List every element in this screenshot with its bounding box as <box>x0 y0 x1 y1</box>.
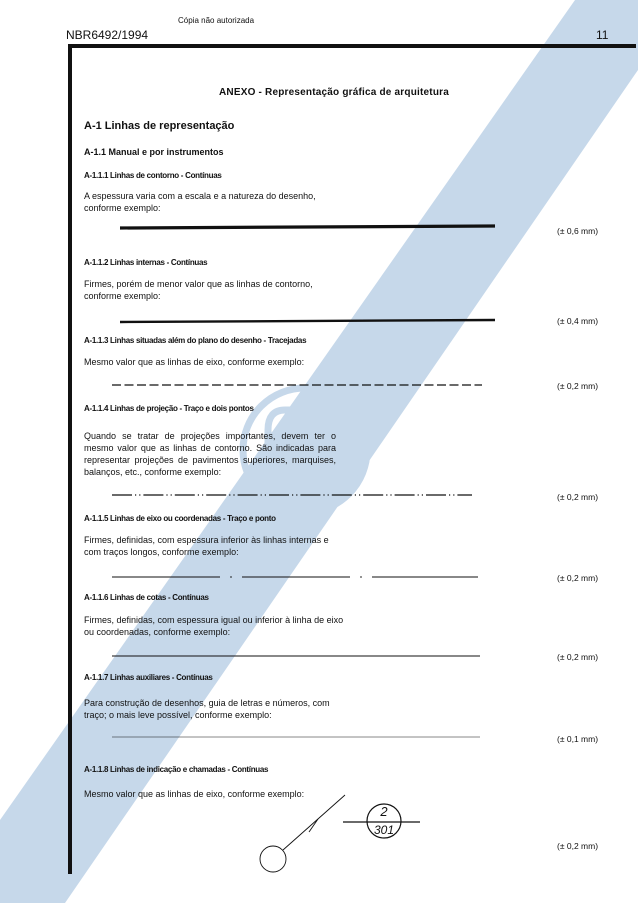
item-measure-projecao: (± 0,2 mm) <box>557 492 599 502</box>
page-number: 11 <box>596 28 609 42</box>
item-measure-contorno: (± 0,6 mm) <box>557 226 599 236</box>
example-internal-line <box>120 320 495 322</box>
item-heading-tracejadas: A-1.1.3 Linhas situadas além do plano do desenho - Tracejadas <box>84 336 307 345</box>
item-text-projecao: Quando se tratar de projeções importantes, devem ter o mesmo valor que as linhas de contorno. São indicadas para representar projeções de pavimentos superiores, marquises, balanços, etc., conforme exemplo: <box>84 431 336 477</box>
leader-end-circle <box>260 846 286 872</box>
item-heading-eixo: A-1.1.5 Linhas de eixo ou coordenadas - Traço e ponto <box>84 514 276 523</box>
example-contour-line <box>120 226 495 228</box>
item-measure-auxiliares: (± 0,1 mm) <box>557 734 599 744</box>
callout-bottom-number: 301 <box>373 823 395 837</box>
callout-top-number: 2 <box>380 804 388 819</box>
item-text-eixo: Firmes, definidas, com espessura inferior às linhas internas e com traços longos, conforme exemplo: <box>84 535 329 557</box>
leader-line <box>283 795 345 850</box>
item-text-contorno: A espessura varia com a escala e a natureza do desenho, conforme exemplo: <box>84 191 316 213</box>
item-heading-auxiliares: A-1.1.7 Linhas auxiliares - Contínuas <box>84 673 213 682</box>
annex-title: ANEXO - Representação gráfica de arquitetura <box>219 87 449 98</box>
item-measure-tracejadas: (± 0,2 mm) <box>557 381 599 391</box>
item-text-cotas: Firmes, definidas, com espessura igual ou inferior à linha de eixo ou coordenadas, conforme exemplo: <box>84 615 344 637</box>
item-heading-projecao: A-1.1.4 Linhas de projeção - Traço e dois pontos <box>84 404 254 413</box>
item-measure-indicacao: (± 0,2 mm) <box>557 841 599 851</box>
standard-code: NBR6492/1994 <box>66 28 149 42</box>
item-heading-contorno: A-1.1.1 Linhas de contorno - Contínuas <box>84 171 222 180</box>
item-text-internas: Firmes, porém de menor valor que as linhas de contorno, conforme exemplo: <box>84 279 313 301</box>
section-heading: A-1 Linhas de representação <box>84 120 235 132</box>
item-text-tracejadas: Mesmo valor que as linhas de eixo, conforme exemplo: <box>84 357 305 367</box>
item-text-indicacao: Mesmo valor que as linhas de eixo, conforme exemplo: <box>84 789 305 799</box>
copy-notice: Cópia não autorizada <box>178 16 255 25</box>
item-measure-internas: (± 0,4 mm) <box>557 316 599 326</box>
item-heading-internas: A-1.1.2 Linhas internas - Contínuas <box>84 258 208 267</box>
item-text-auxiliares: Para construção de desenhos, guia de letras e números, com traço; o mais leve possível, conforme exemplo: <box>84 698 330 720</box>
item-heading-cotas: A-1.1.6 Linhas de cotas - Contínuas <box>84 593 209 602</box>
item-heading-indicacao: A-1.1.8 Linhas de indicação e chamadas - Contínuas <box>84 765 269 774</box>
item-measure-eixo: (± 0,2 mm) <box>557 573 599 583</box>
subsection-heading: A-1.1 Manual e por instrumentos <box>84 147 224 157</box>
item-measure-cotas: (± 0,2 mm) <box>557 652 599 662</box>
